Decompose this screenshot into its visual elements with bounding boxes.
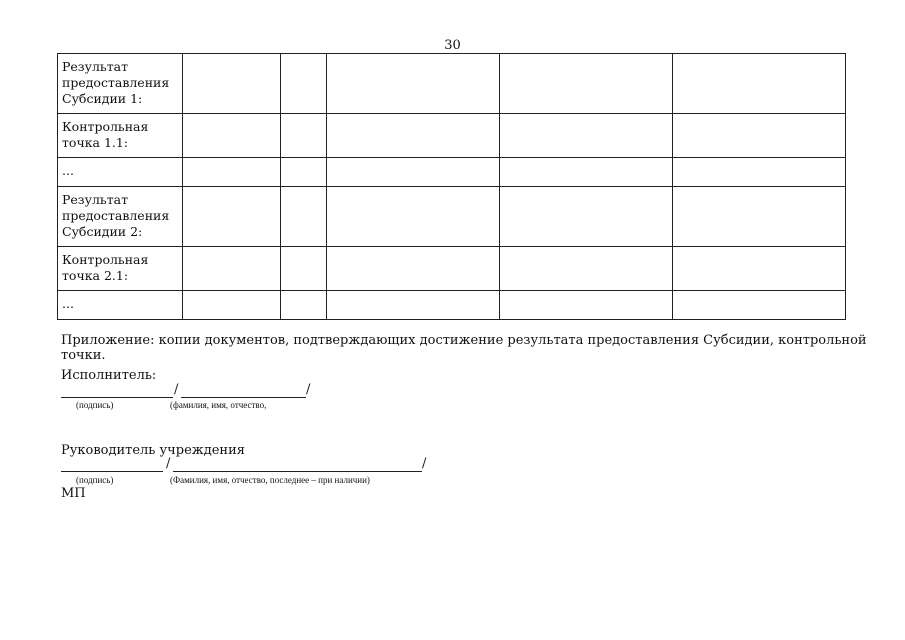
- table-cell: [672, 187, 845, 247]
- separator-slash: /: [422, 456, 427, 471]
- table-cell: [499, 247, 672, 291]
- table-row: [58, 114, 846, 158]
- table-cell: [327, 247, 499, 291]
- page-number: 30: [444, 38, 461, 53]
- row-label: ...: [58, 158, 183, 187]
- table-cell: [672, 247, 845, 291]
- table-cell: [327, 187, 499, 247]
- executor-name-line: [181, 397, 306, 398]
- separator-slash: /: [306, 382, 311, 397]
- report-table: [57, 53, 846, 320]
- row-label: Контрольная точка 2.1:: [58, 247, 183, 291]
- table-cell: [499, 54, 672, 114]
- table-cell: [281, 54, 327, 114]
- table-row: [58, 247, 846, 291]
- row-label: Результат предоставления Субсидии 1:: [58, 54, 183, 114]
- head-label: Руководитель учреждения: [61, 443, 245, 458]
- table-cell: [281, 291, 327, 320]
- table-cell: [327, 114, 499, 158]
- table-cell: [281, 247, 327, 291]
- table-cell: [327, 54, 499, 114]
- table-cell: [499, 187, 672, 247]
- table-cell: [672, 158, 845, 187]
- table-cell: [183, 187, 281, 247]
- stamp-label: МП: [61, 486, 86, 501]
- head-name-caption: (Фамилия, имя, отчество, последнее – при наличии): [170, 475, 370, 485]
- head-signature-caption: (подпись): [76, 475, 114, 485]
- executor-label: Исполнитель:: [61, 368, 157, 383]
- table-cell: [327, 158, 499, 187]
- table-cell: [672, 291, 845, 320]
- row-label: Контрольная точка 1.1:: [58, 114, 183, 158]
- table-cell: [183, 54, 281, 114]
- table-cell: [281, 114, 327, 158]
- table-cell: [281, 158, 327, 187]
- table-cell: [327, 291, 499, 320]
- executor-signature-caption: (подпись): [76, 400, 114, 410]
- table-cell: [672, 114, 845, 158]
- executor-signature-line: [61, 397, 173, 398]
- executor-name-caption: (фамилия, имя, отчество,: [170, 400, 267, 410]
- table-cell: [499, 291, 672, 320]
- table-cell: [499, 114, 672, 158]
- head-signature-line: [61, 471, 163, 472]
- row-label: Результат предоставления Субсидии 2:: [58, 187, 183, 247]
- table-cell: [183, 114, 281, 158]
- table-row: [58, 291, 846, 320]
- separator-slash: /: [166, 456, 171, 471]
- table-cell: [672, 54, 845, 114]
- table-row: [58, 187, 846, 247]
- table-cell: [281, 187, 327, 247]
- appendix-note: Приложение: копии документов, подтверждающих достижение результата предоставления Субсидии, контрольной точки.: [61, 333, 867, 363]
- table-cell: [499, 158, 672, 187]
- head-name-line: [173, 471, 422, 472]
- separator-slash: /: [174, 382, 179, 397]
- table-row: [58, 158, 846, 187]
- table-row: [58, 54, 846, 114]
- table-cell: [183, 158, 281, 187]
- table-cell: [183, 291, 281, 320]
- row-label: ...: [58, 291, 183, 320]
- table-cell: [183, 247, 281, 291]
